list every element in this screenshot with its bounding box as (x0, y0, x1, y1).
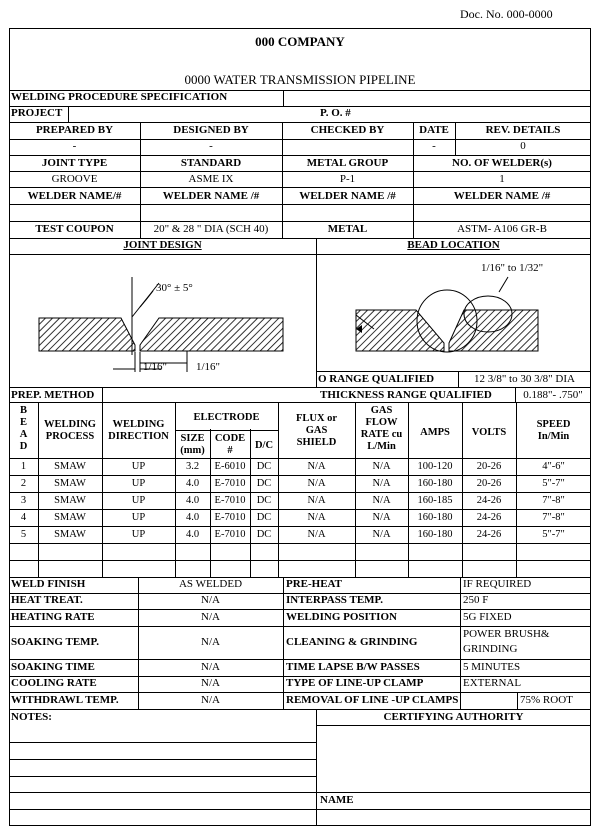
row-gas-cell: N/A (372, 529, 391, 540)
flux-col-line: GAS (305, 425, 328, 436)
param-value: N/A (201, 660, 220, 673)
row-volts-cell: 20-26 (476, 478, 502, 489)
size-col-line: (mm) (180, 445, 205, 456)
direction-col-line: DIRECTION (108, 431, 169, 442)
param-value: N/A (201, 594, 220, 606)
row-code-cell: E-7010 (214, 478, 246, 489)
electrode-col: ELECTRODE (193, 412, 260, 423)
row-process-cell: SMAW (54, 478, 86, 489)
process-col-line: WELDING (44, 419, 96, 430)
param-label: HEATING RATE (11, 610, 95, 623)
po-label: P. O. # (320, 107, 351, 119)
param-label-right: TYPE OF LINE-UP CLAMP (286, 677, 424, 689)
param-value-right: EXTERNAL (463, 677, 522, 689)
param-value-right: 250 F (463, 594, 489, 606)
rev-value: 0 (520, 140, 526, 152)
speed-col-line: In/Min (537, 431, 570, 442)
pipeline-title: 0000 WATER TRANSMISSION PIPELINE (184, 72, 416, 87)
welder-name-4: WELDER NAME /# (453, 190, 551, 202)
prep-method-label: PREP. METHOD (11, 389, 95, 401)
welder-name-3: WELDER NAME /# (299, 190, 396, 202)
row-volts-cell: 20-26 (476, 461, 502, 472)
param-label-right: PRE-HEAT (286, 578, 343, 590)
root-gap: 1/16" (143, 361, 168, 373)
param-label: SOAKING TEMP. (11, 635, 100, 648)
checked-by-label: CHECKED BY (310, 124, 385, 136)
joint-type-label: JOINT TYPE (41, 157, 108, 169)
param-label-right: CLEANING & GRINDING (286, 635, 418, 648)
designed-by-label: DESIGNED BY (173, 124, 249, 136)
row-dir-cell: UP (131, 529, 146, 540)
param-value-right: POWER BRUSH& (463, 628, 550, 640)
certifying-authority-label: CERTIFYING AUTHORITY (383, 711, 524, 723)
joint-type-value: GROOVE (51, 173, 98, 185)
thickness-range-value: 0.188"- .750" (523, 389, 583, 401)
company-title: 000 COMPANY (255, 34, 345, 49)
gas-flow-col-line: GAS (370, 405, 393, 416)
row-n-cell: 4 (20, 512, 27, 523)
row-dir-cell: UP (131, 461, 146, 472)
size-col-line: SIZE (180, 433, 205, 444)
row-amps-cell: 160-185 (417, 495, 453, 506)
row-process-cell: SMAW (54, 512, 86, 523)
row-flux-cell: N/A (307, 529, 326, 540)
param-label-right: INTERPASS TEMP. (286, 594, 383, 606)
row-dir-cell: UP (131, 478, 146, 489)
od-range-label: O RANGE QUALIFIED (318, 373, 435, 385)
row-size-cell: 4.0 (185, 478, 200, 489)
root-face: 1/16" (196, 361, 221, 373)
code-col-line: # (227, 445, 233, 456)
joint-design-heading: JOINT DESIGN (123, 239, 202, 251)
wps-title: WELDING PROCEDURE SPECIFICATION (11, 91, 228, 103)
row-amps-cell: 160-180 (417, 512, 453, 523)
row-size-cell: 4.0 (185, 529, 200, 540)
row-flux-cell: N/A (307, 495, 326, 506)
row-gas-cell: N/A (372, 461, 391, 472)
param-value: N/A (201, 635, 220, 648)
row-size-cell: 4.0 (185, 512, 200, 523)
row-volts-cell: 24-26 (476, 529, 502, 540)
bead-col-line: D (19, 441, 28, 452)
row-process-cell: SMAW (54, 495, 86, 506)
row-speed-cell: 7"-8" (542, 512, 565, 523)
designed-by-value: - (209, 140, 213, 152)
param-label: SOAKING TIME (11, 660, 95, 673)
row-n-cell: 2 (20, 478, 27, 489)
row-code-cell: E-6010 (214, 461, 246, 472)
bead-col-line: E (19, 417, 27, 428)
row-size-cell: 4.0 (185, 495, 200, 506)
param-label: WITHDRAWL TEMP. (11, 693, 119, 706)
project-label: PROJECT (11, 107, 63, 119)
param-value: N/A (201, 693, 220, 706)
bead-dimension: 1/16" to 1/32" (481, 262, 544, 274)
param-label: WELD FINISH (11, 578, 86, 590)
no-welders-label: NO. OF WELDER(s) (452, 157, 552, 169)
amps-col: AMPS (420, 427, 450, 438)
row-dc-cell: DC (256, 529, 272, 540)
row-dc-cell: DC (256, 512, 272, 523)
row-n-cell: 1 (20, 461, 27, 472)
flux-col-line: SHIELD (296, 437, 337, 448)
row-gas-cell: N/A (372, 478, 391, 489)
row-speed-cell: 4"-6" (542, 461, 565, 472)
row-dir-cell: UP (131, 495, 146, 506)
standard-label: STANDARD (180, 157, 242, 169)
row-dir-cell: UP (131, 512, 146, 523)
param-value-right: 75% ROOT (520, 693, 573, 706)
gas-flow-col-line: L/Min (367, 441, 396, 452)
row-n-cell: 5 (20, 529, 27, 540)
param-value-right-2: GRINDING (463, 643, 518, 655)
row-n-cell: 3 (20, 495, 27, 506)
metal-group-value: P-1 (339, 173, 356, 185)
metal-label: METAL (327, 223, 368, 235)
metal-value: ASTM- A106 GR-B (457, 223, 547, 235)
thickness-range-label: THICKNESS RANGE QUALIFIED (320, 389, 492, 401)
param-label: COOLING RATE (11, 677, 97, 689)
row-amps-cell: 100-120 (417, 461, 453, 472)
row-process-cell: SMAW (54, 529, 86, 540)
row-speed-cell: 5"-7" (542, 529, 565, 540)
row-flux-cell: N/A (307, 461, 326, 472)
row-flux-cell: N/A (307, 478, 326, 489)
row-code-cell: E-7010 (214, 495, 246, 506)
bead-col-line: B (19, 405, 27, 416)
speed-col-line: SPEED (536, 419, 571, 430)
bead-location-heading: BEAD LOCATION (407, 239, 500, 251)
param-value: N/A (201, 677, 220, 689)
row-gas-cell: N/A (372, 512, 391, 523)
row-code-cell: E-7010 (214, 512, 246, 523)
gas-flow-col-line: FLOW (365, 417, 398, 428)
param-label-right: REMOVAL OF LINE -UP CLAMPS (286, 693, 459, 706)
row-code-cell: E-7010 (214, 529, 246, 540)
bead-location-drawing (316, 255, 591, 385)
param-value-right: 5G FIXED (463, 610, 512, 623)
param-label-right: TIME LAPSE B/W PASSES (286, 660, 420, 673)
row-speed-cell: 5"-7" (542, 478, 565, 489)
standard-value: ASME IX (188, 173, 234, 185)
volts-col: VOLTS (471, 427, 507, 438)
row-dc-cell: DC (256, 495, 272, 506)
row-process-cell: SMAW (54, 461, 86, 472)
code-col-line: CODE (214, 433, 246, 444)
row-dc-cell: DC (256, 478, 272, 489)
bevel-angle: 30° ± 5° (156, 282, 193, 294)
row-dc-cell: DC (256, 461, 272, 472)
date-value: - (432, 140, 436, 152)
no-welders-value: 1 (499, 173, 505, 185)
param-value-right: 5 MINUTES (463, 660, 521, 673)
row-gas-cell: N/A (372, 495, 391, 506)
param-value-right: IF REQUIRED (463, 578, 532, 590)
row-speed-cell: 7"-8" (542, 495, 565, 506)
direction-col-line: WELDING (112, 419, 165, 430)
row-volts-cell: 24-26 (476, 495, 502, 506)
row-amps-cell: 160-180 (417, 529, 453, 540)
row-volts-cell: 24-26 (476, 512, 502, 523)
flux-col-line: FLUX or (295, 413, 338, 424)
rev-details-label: REV. DETAILS (485, 124, 561, 136)
param-value: AS WELDED (178, 578, 243, 590)
date-label: DATE (419, 124, 449, 136)
param-label: HEAT TREAT. (11, 594, 83, 606)
doc-number: Doc. No. 000-0000 (460, 7, 553, 21)
dc-col: D/C (254, 440, 274, 451)
notes-label: NOTES: (11, 711, 52, 723)
od-range-value: 12 3/8" to 30 3/8" DIA (474, 373, 575, 385)
param-label-right: WELDING POSITION (286, 610, 397, 623)
welder-name-1: WELDER NAME/# (27, 190, 122, 202)
row-amps-cell: 160-180 (417, 478, 453, 489)
process-col-line: PROCESS (45, 431, 95, 442)
row-flux-cell: N/A (307, 512, 326, 523)
metal-group-label: METAL GROUP (306, 157, 389, 169)
gas-flow-col-line: RATE cu (360, 429, 403, 440)
name-label: NAME (320, 794, 354, 806)
test-coupon-value: 20" & 28 " DIA (SCH 40) (153, 223, 269, 235)
test-coupon-label: TEST COUPON (35, 223, 114, 235)
param-value: N/A (201, 610, 220, 623)
row-size-cell: 3.2 (185, 461, 200, 472)
bead-col-line: A (19, 429, 28, 440)
prepared-by-value: - (72, 140, 77, 152)
welder-name-2: WELDER NAME /# (162, 190, 260, 202)
prepared-by-label: PREPARED BY (35, 124, 114, 136)
